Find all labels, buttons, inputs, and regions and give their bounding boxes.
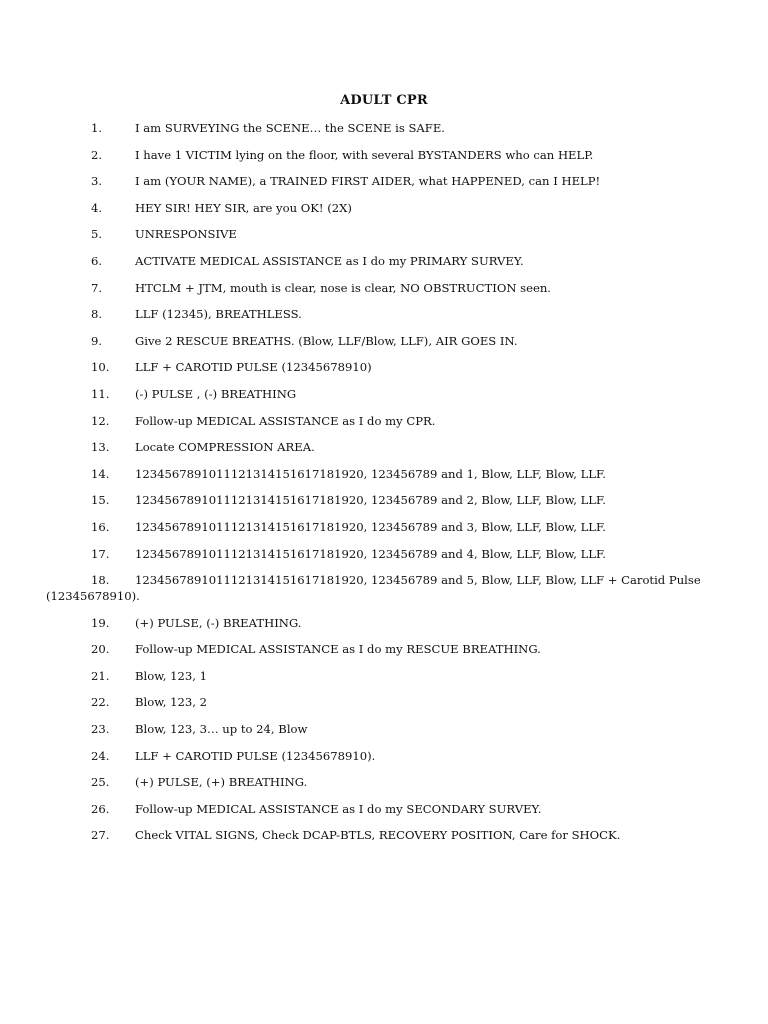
step-number: 24. bbox=[91, 748, 110, 763]
page-title: ADULT CPR bbox=[340, 93, 428, 108]
step-text: HTCLM + JTM, mouth is clear, nose is clear, NO OBSTRUCTION seen. bbox=[135, 280, 551, 295]
list-item bbox=[91, 173, 731, 189]
step-text: 1234567891011121314151617181920, 123456789 and 3, Blow, LLF, Blow, LLF. bbox=[135, 519, 606, 534]
step-text: Blow, 123, 2 bbox=[135, 695, 208, 710]
list-item bbox=[91, 801, 731, 817]
step-text: Follow-up MEDICAL ASSISTANCE as I do my SECONDARY SURVEY. bbox=[135, 801, 542, 816]
step-text: LLF (12345), BREATHLESS. bbox=[135, 307, 302, 322]
step-text: HEY SIR! HEY SIR, are you OK! (2X) bbox=[135, 200, 352, 215]
step-text: Follow-up MEDICAL ASSISTANCE as I do my CPR. bbox=[135, 413, 436, 428]
list-item bbox=[91, 519, 731, 535]
step-number: 1. bbox=[91, 121, 103, 135]
step-number: 26. bbox=[91, 801, 110, 816]
step-number: 12. bbox=[91, 413, 110, 428]
step-text: (+) PULSE, (-) BREATHING. bbox=[135, 615, 302, 630]
list-item bbox=[91, 413, 731, 429]
step-text: (-) PULSE , (-) BREATHING bbox=[135, 386, 297, 401]
step-text: LLF + CAROTID PULSE (12345678910). bbox=[135, 748, 376, 763]
step-number: 14. bbox=[91, 466, 110, 481]
step-number: 9. bbox=[91, 333, 103, 348]
step-text: 1234567891011121314151617181920, 123456789 and 5, Blow, LLF, Blow, LLF + Carotid Pulse (12345678910). bbox=[46, 573, 701, 604]
step-text: Locate COMPRESSION AREA. bbox=[135, 440, 315, 455]
step-text: 1234567891011121314151617181920, 123456789 and 4, Blow, LLF, Blow, LLF. bbox=[135, 546, 606, 561]
step-number: 18. bbox=[91, 573, 110, 588]
list-item bbox=[91, 306, 731, 322]
list-item bbox=[91, 253, 731, 269]
step-number: 8. bbox=[91, 307, 103, 322]
list-item bbox=[91, 641, 731, 657]
step-text: UNRESPONSIVE bbox=[135, 227, 237, 242]
step-number: 17. bbox=[91, 546, 110, 561]
step-text: I have 1 VICTIM lying on the floor, with several BYSTANDERS who can HELP. bbox=[135, 147, 594, 162]
list-item bbox=[91, 615, 731, 631]
list-item bbox=[91, 226, 731, 242]
step-text: I am SURVEYING the SCENE… the SCENE is SAFE. bbox=[135, 121, 445, 135]
list-item bbox=[91, 280, 731, 296]
list-item bbox=[91, 748, 731, 764]
step-text: Give 2 RESCUE BREATHS. (Blow, LLF/Blow, LLF), AIR GOES IN. bbox=[135, 333, 518, 348]
step-text: ACTIVATE MEDICAL ASSISTANCE as I do my PRIMARY SURVEY. bbox=[135, 253, 524, 268]
list-item bbox=[91, 439, 731, 455]
step-number: 2. bbox=[91, 147, 103, 162]
list-item bbox=[46, 572, 731, 604]
list-item bbox=[91, 546, 731, 562]
list-item bbox=[91, 200, 731, 216]
list-item bbox=[91, 147, 731, 163]
step-number: 27. bbox=[91, 828, 110, 843]
step-text: Blow, 123, 1 bbox=[135, 668, 208, 683]
step-number: 3. bbox=[91, 174, 103, 189]
list-item bbox=[91, 120, 731, 136]
step-number: 19. bbox=[91, 615, 110, 630]
list-item bbox=[91, 466, 731, 482]
step-text: Check VITAL SIGNS, Check DCAP-BTLS, RECOVERY POSITION, Care for SHOCK. bbox=[135, 828, 621, 843]
list-item bbox=[91, 721, 731, 737]
step-number: 22. bbox=[91, 695, 110, 710]
list-item bbox=[91, 694, 731, 710]
list-item bbox=[91, 774, 731, 790]
step-number: 7. bbox=[91, 280, 103, 295]
step-number: 20. bbox=[91, 642, 110, 657]
step-number: 16. bbox=[91, 519, 110, 534]
step-number: 13. bbox=[91, 440, 110, 455]
list-item bbox=[91, 333, 731, 349]
step-number: 11. bbox=[91, 386, 110, 401]
list-item bbox=[91, 668, 731, 684]
step-text: Follow-up MEDICAL ASSISTANCE as I do my RESCUE BREATHING. bbox=[135, 642, 541, 657]
list-item bbox=[91, 386, 731, 402]
step-number: 4. bbox=[91, 200, 103, 215]
step-text: I am (YOUR NAME), a TRAINED FIRST AIDER, what HAPPENED, can I HELP! bbox=[135, 174, 601, 189]
step-number: 25. bbox=[91, 775, 110, 790]
step-text: (+) PULSE, (+) BREATHING. bbox=[135, 775, 308, 790]
list-item bbox=[91, 492, 731, 508]
step-number: 10. bbox=[91, 360, 110, 375]
step-text: LLF + CAROTID PULSE (12345678910) bbox=[135, 360, 372, 375]
step-text: 1234567891011121314151617181920, 123456789 and 2, Blow, LLF, Blow, LLF. bbox=[135, 493, 606, 508]
list-item bbox=[91, 827, 731, 843]
step-number: 5. bbox=[91, 227, 103, 242]
step-text: 1234567891011121314151617181920, 123456789 and 1, Blow, LLF, Blow, LLF. bbox=[135, 466, 606, 481]
step-text: Blow, 123, 3… up to 24, Blow bbox=[135, 722, 308, 737]
step-number: 15. bbox=[91, 493, 110, 508]
cpr-steps-list bbox=[46, 120, 731, 854]
step-number: 21. bbox=[91, 668, 110, 683]
step-number: 6. bbox=[91, 253, 103, 268]
list-item bbox=[91, 359, 731, 375]
step-number: 23. bbox=[91, 722, 110, 737]
